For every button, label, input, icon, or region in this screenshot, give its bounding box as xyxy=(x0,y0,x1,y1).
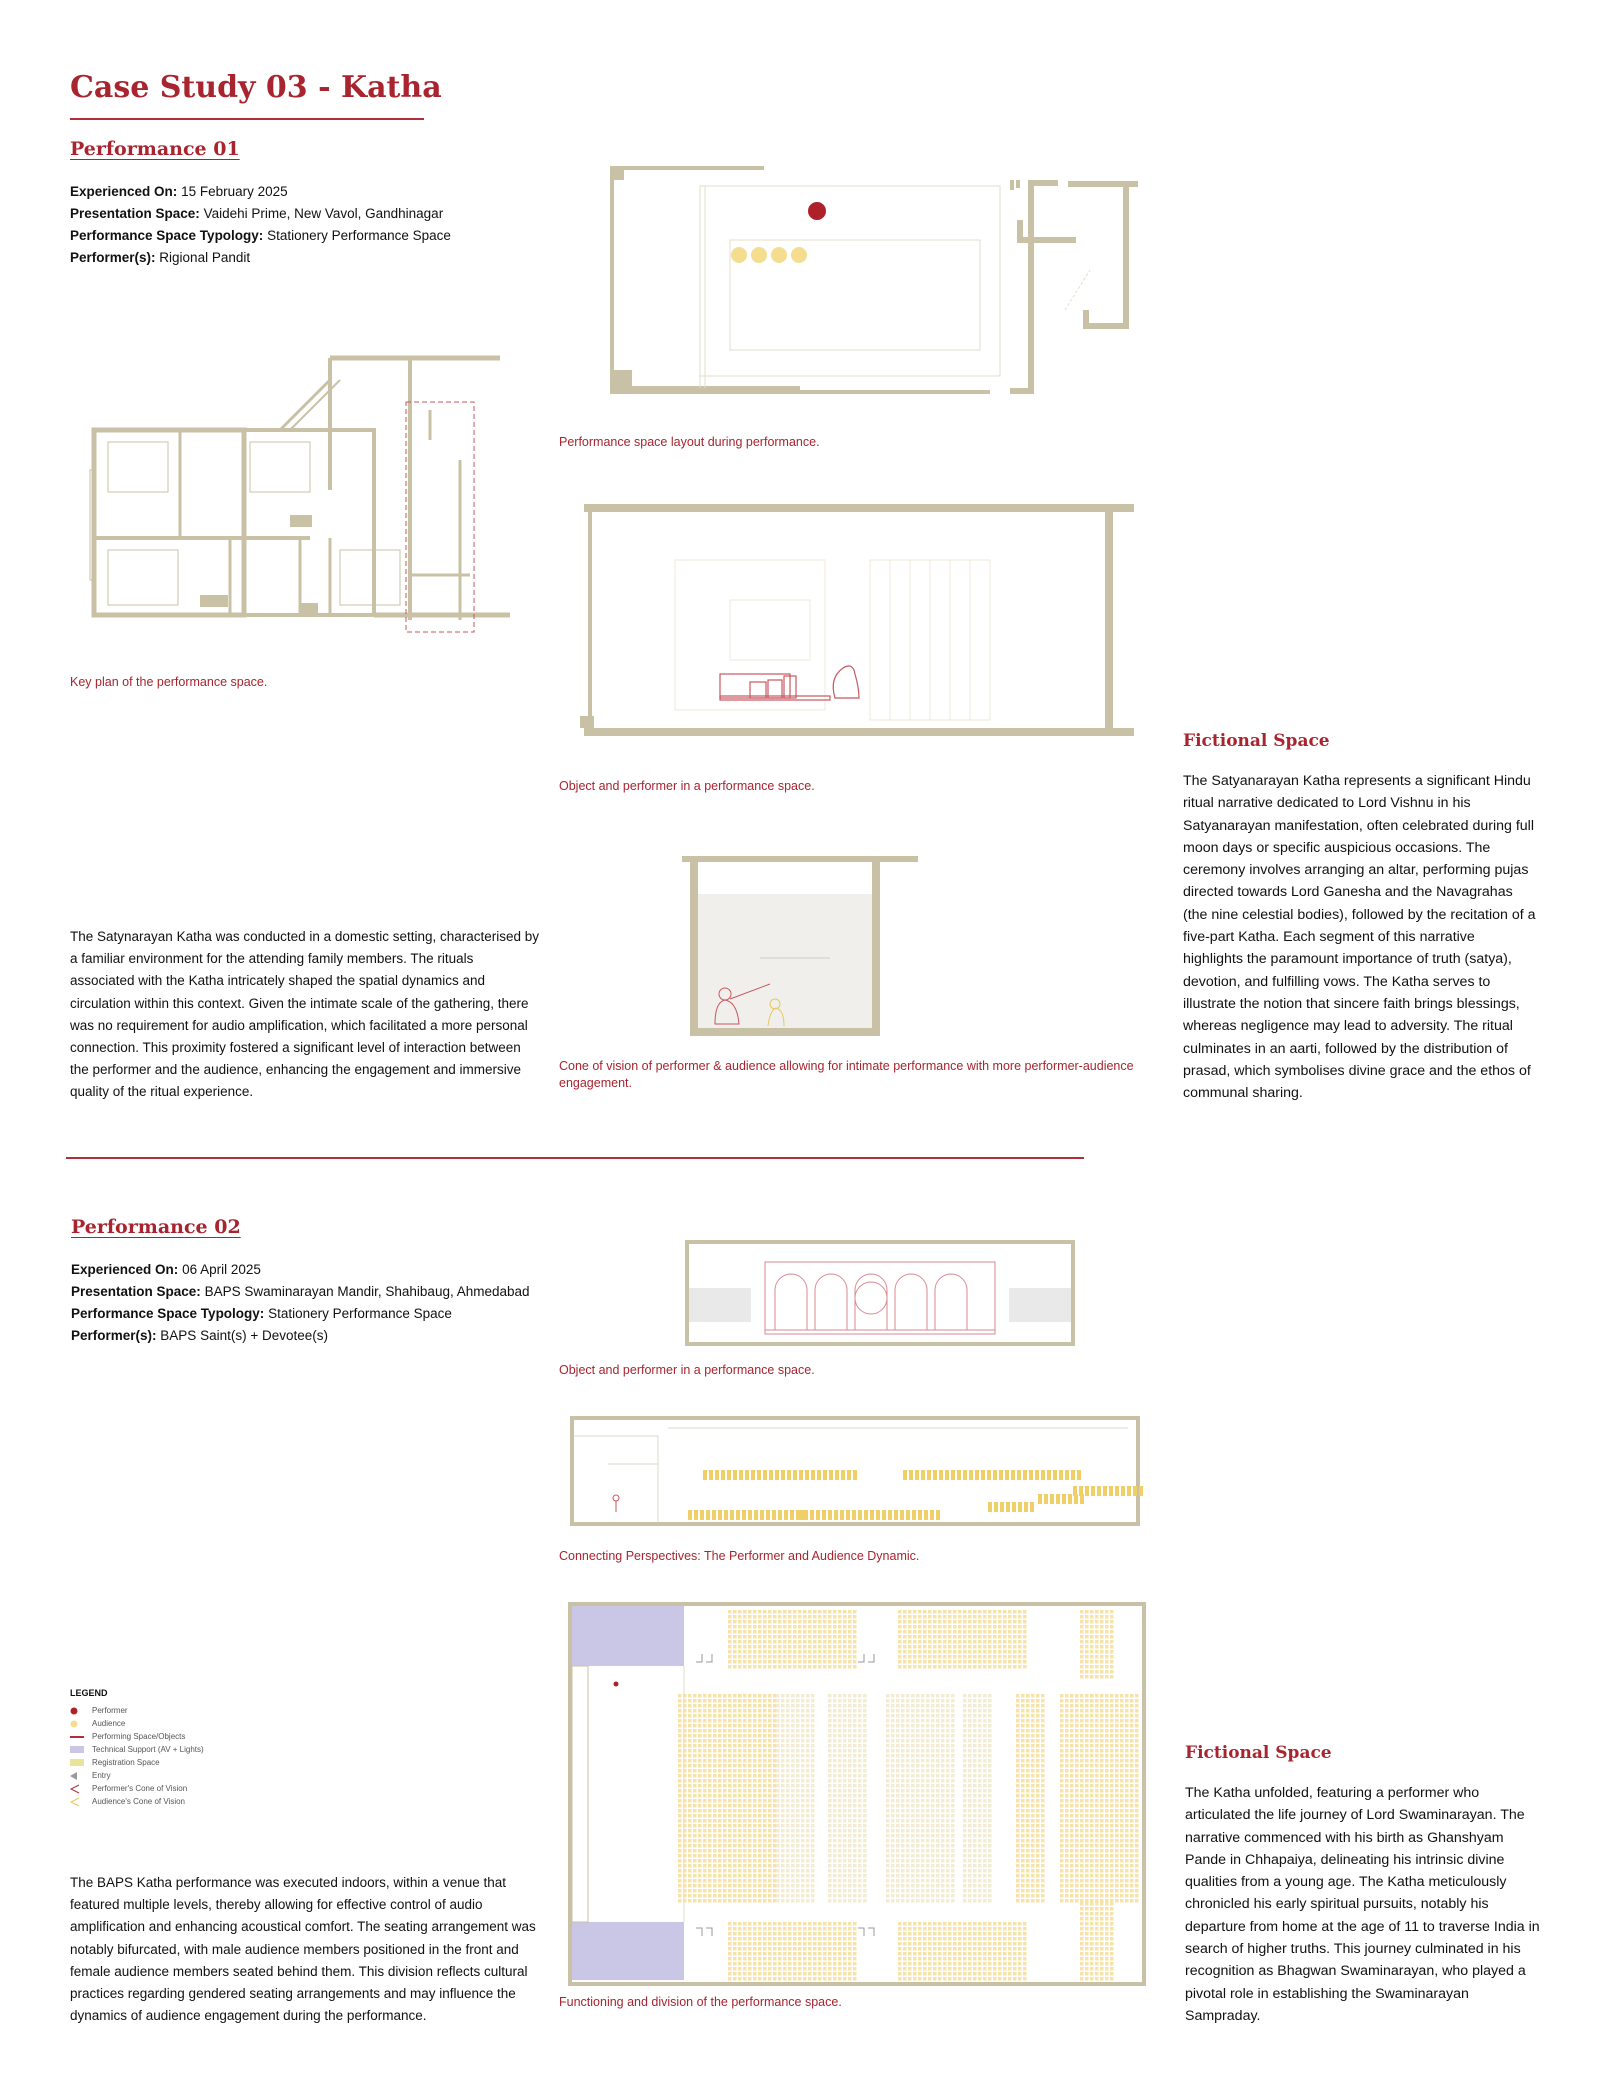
fictional-space-text-p1: The Satyanarayan Katha represents a significant Hindu ritual narrative dedicated to Lord Vishnu in his Satyanarayan manifestation, often celebrated during full moon days or specific auspicious occasions. The ceremony involves arranging an altar, performing pujas directed towards Lord Ganesha and the Navagrahas (the nine celestial bodies), followed by the recitation of a five-part Katha. Each segment of this narrative highlights the paramount importance of truth (satya), devotion, and fulfilling vows. The Katha serves to illustrate the notion that sincere faith brings blessings, whereas negligence may lead to adversity. The ritual culminates in an aarti, followed by the distribution of prasad, which symbolises divine grace and the ethos of communal sharing. xyxy=(1183,773,1536,1102)
performance-02-description: The BAPS Katha performance was executed indoors, within a venue that featured multiple levels, thereby allowing for effective control of audio amplification and enhancing acoustical comfort. The seating arrangement was notably bifurcated, with male audience members positioned in the front and female audience members seated behind them. This division reflects cultural practices regarding gendered seating arrangements and may influence the dynamics of audience engagement during the performance. xyxy=(70,1875,536,2024)
perspectives-caption: Connecting Perspectives: The Performer and Audience Dynamic. xyxy=(559,1549,920,1563)
object-caption-p2: Object and performer in a performance space. xyxy=(559,1363,815,1377)
performance-02-heading: Performance 02 xyxy=(71,1216,241,1238)
cone-of-vision-section xyxy=(680,854,920,1038)
performance-01-meta xyxy=(70,181,451,269)
meta-row: Performer(s): BAPS Saint(s) + Devotee(s) xyxy=(71,1328,328,1343)
meta-row: Presentation Space: Vaidehi Prime, New Vavol, Gandhinagar xyxy=(70,206,444,221)
fictional-space-text-p2: The Katha unfolded, featuring a performer who articulated the life journey of Lord Swaminarayan. The narrative commenced with his birth as Ghanshyam Pande in Chhapaiya, delineating his intrinsic divine qualities from a young age. The Katha meticulously chronicled his early spiritual pursuits, notably his departure from home at the age of 11 to traverse India in search of higher truths. This journey culminated in his recognition as Bhagwan Swaminarayan, who played a pivotal role in establishing the Swaminarayan Sampraday. xyxy=(1185,1785,1540,2024)
object-caption-p1: Object and performer in a performance space. xyxy=(559,779,815,793)
layout-caption: Performance space layout during performance. xyxy=(559,435,820,449)
object-performer-section-p1 xyxy=(580,500,1160,745)
meta-row: Experienced On: 06 April 2025 xyxy=(71,1262,261,1277)
performance-layout-drawing xyxy=(570,160,1150,400)
functioning-plan-drawing xyxy=(568,1602,1153,1987)
legend-item: Performing Space/Objects xyxy=(70,1730,204,1743)
meta-row: Presentation Space: BAPS Swaminarayan Mandir, Shahibaug, Ahmedabad xyxy=(71,1284,530,1299)
object-performer-section-p2 xyxy=(675,1238,1085,1348)
fictional-space-heading-p2: Fictional Space xyxy=(1185,1743,1332,1763)
legend-item: Technical Support (AV + Lights) xyxy=(70,1743,204,1756)
legend-item: Registration Space xyxy=(70,1756,204,1769)
title-underline xyxy=(70,118,424,120)
connecting-perspectives-section xyxy=(568,1414,1153,1529)
legend-item: Performer xyxy=(70,1704,204,1717)
legend-item: Audience xyxy=(70,1717,204,1730)
legend xyxy=(70,1688,204,1808)
legend-item: Audience's Cone of Vision xyxy=(70,1795,204,1808)
meta-row: Performance Space Typology: Stationery Performance Space xyxy=(71,1306,452,1321)
performance-01-description: The Satynarayan Katha was conducted in a domestic setting, characterised by a familiar environment for the attending family members. The rituals associated with the Katha intricately shaped the spatial dynamics and circulation within this context. Given the intimate scale of the gathering, there was no requirement for audio amplification, which facilitated a more personal connection. This proximity fostered a significant level of interaction between the performer and the audience, enhancing the engagement and immersive quality of the ritual experience. xyxy=(70,929,540,1100)
functioning-caption: Functioning and division of the performance space. xyxy=(559,1995,842,2009)
meta-row: Performance Space Typology: Stationery Performance Space xyxy=(70,228,451,243)
key-plan-drawing xyxy=(80,350,520,640)
legend-item: Performer's Cone of Vision xyxy=(70,1782,204,1795)
legend-item: Entry xyxy=(70,1769,204,1782)
section-divider xyxy=(66,1157,1084,1159)
cone-caption: Cone of vision of performer & audience allowing for intimate performance with more performer-audience engagement. xyxy=(559,1059,1134,1090)
legend-title: LEGEND xyxy=(70,1688,108,1698)
meta-row: Performer(s): Rigional Pandit xyxy=(70,250,251,265)
key-plan-caption: Key plan of the performance space. xyxy=(70,675,268,689)
page-title: Case Study 03 - Katha xyxy=(70,70,442,105)
performance-01-heading: Performance 01 xyxy=(70,138,240,160)
fictional-space-heading-p1: Fictional Space xyxy=(1183,731,1330,751)
meta-row: Experienced On: 15 February 2025 xyxy=(70,184,288,199)
performance-02-meta xyxy=(71,1259,530,1347)
